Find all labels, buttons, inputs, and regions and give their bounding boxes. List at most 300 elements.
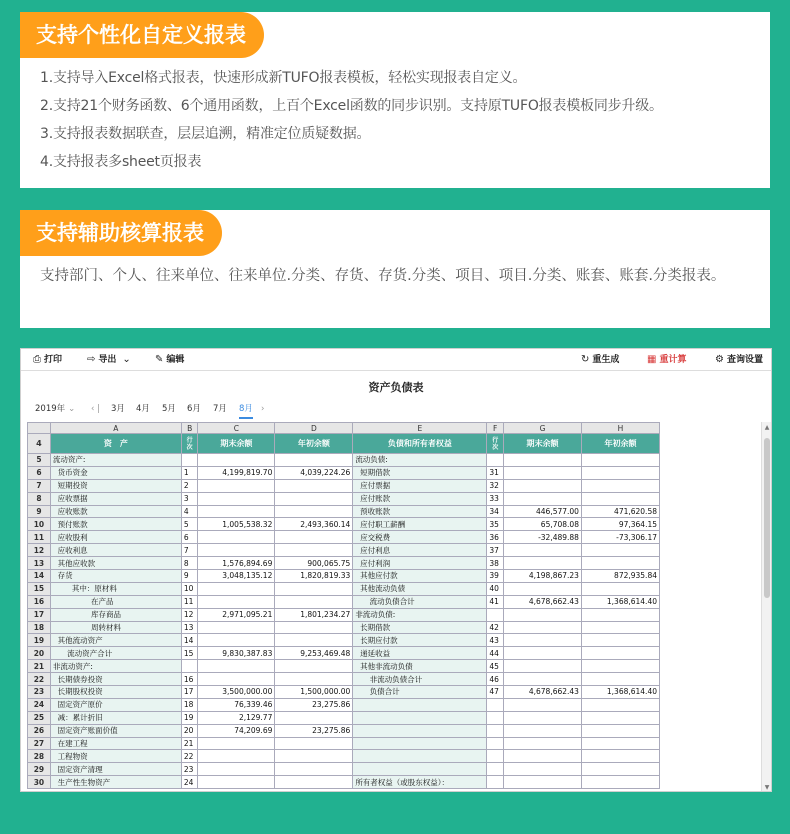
table-row: [28, 557, 660, 570]
feature-card-custom-report: [20, 12, 770, 188]
table-row: [28, 595, 660, 608]
table-cell[interactable]: 4,198,867.23: [504, 570, 582, 583]
row-number[interactable]: 25: [28, 711, 51, 724]
table-cell[interactable]: [275, 479, 353, 492]
table-cell[interactable]: [198, 505, 275, 518]
table-cell[interactable]: [581, 454, 659, 467]
table-cell[interactable]: 生产性生物资产: [50, 776, 181, 789]
row-number[interactable]: 13: [28, 557, 51, 570]
table-cell[interactable]: 9,830,387.83: [198, 647, 275, 660]
table-cell[interactable]: [504, 466, 582, 479]
table-cell[interactable]: 20: [181, 724, 198, 737]
scroll-down-icon[interactable]: ▼: [764, 784, 770, 791]
table-cell[interactable]: 1,368,614.40: [581, 595, 659, 608]
row-number[interactable]: 22: [28, 673, 51, 686]
column-header[interactable]: F: [487, 423, 504, 434]
table-cell[interactable]: [275, 454, 353, 467]
table-cell[interactable]: 其他非流动负债: [353, 660, 487, 673]
pencil-icon: ✎: [155, 354, 164, 365]
table-cell[interactable]: 应收票据: [50, 492, 181, 505]
header-cell[interactable]: 年初余额: [581, 434, 659, 454]
table-cell[interactable]: [487, 724, 504, 737]
table-cell[interactable]: 2,971,095.21: [198, 608, 275, 621]
table-cell[interactable]: [504, 621, 582, 634]
table-cell[interactable]: 16: [181, 673, 198, 686]
table-cell[interactable]: [198, 737, 275, 750]
table-cell[interactable]: 长期应付款: [353, 634, 487, 647]
table-cell[interactable]: [198, 660, 275, 673]
table-cell[interactable]: 库存商品: [50, 608, 181, 621]
table-cell[interactable]: [581, 698, 659, 711]
row-number[interactable]: 26: [28, 724, 51, 737]
table-cell[interactable]: [275, 634, 353, 647]
row-number[interactable]: 6: [28, 466, 51, 479]
table-cell[interactable]: 1: [181, 466, 198, 479]
table-cell[interactable]: [504, 750, 582, 763]
table-cell[interactable]: [504, 711, 582, 724]
table-cell[interactable]: 12: [181, 608, 198, 621]
table-cell[interactable]: [581, 608, 659, 621]
table-cell[interactable]: 2: [181, 479, 198, 492]
table-cell[interactable]: 周转材料: [50, 621, 181, 634]
table-cell[interactable]: 17: [181, 686, 198, 699]
table-cell[interactable]: [198, 673, 275, 686]
row-number[interactable]: 5: [28, 454, 51, 467]
table-cell[interactable]: 4,678,662.43: [504, 686, 582, 699]
column-header[interactable]: G: [504, 423, 582, 434]
table-cell[interactable]: [198, 776, 275, 789]
query-settings-button[interactable]: [715, 349, 763, 371]
table-cell[interactable]: [581, 750, 659, 763]
table-cell[interactable]: 6: [181, 531, 198, 544]
print-button[interactable]: [33, 349, 62, 371]
table-cell[interactable]: 短期投资: [50, 479, 181, 492]
table-cell[interactable]: [504, 544, 582, 557]
table-cell[interactable]: [487, 776, 504, 789]
table-cell[interactable]: 13: [181, 621, 198, 634]
edit-button[interactable]: [155, 349, 184, 371]
row-number[interactable]: 4: [28, 434, 51, 454]
table-cell[interactable]: [275, 531, 353, 544]
table-cell[interactable]: 长期借款: [353, 621, 487, 634]
year-select[interactable]: [35, 401, 75, 417]
header-cell[interactable]: 行次: [487, 434, 504, 454]
table-cell[interactable]: 41: [487, 595, 504, 608]
table-cell[interactable]: [581, 621, 659, 634]
scroll-up-icon[interactable]: ▲: [764, 424, 770, 431]
table-cell[interactable]: [198, 595, 275, 608]
table-cell[interactable]: [581, 479, 659, 492]
row-number[interactable]: 24: [28, 698, 51, 711]
table-cell[interactable]: 应收股利: [50, 531, 181, 544]
month-tab[interactable]: 4月: [136, 404, 150, 414]
table-cell[interactable]: 流动资产:: [50, 454, 181, 467]
scrollbar-thumb[interactable]: [764, 438, 770, 598]
table-cell[interactable]: -73,306.17: [581, 531, 659, 544]
row-number[interactable]: 12: [28, 544, 51, 557]
table-cell[interactable]: 流动负债:: [353, 454, 487, 467]
table-cell[interactable]: 在建工程: [50, 737, 181, 750]
table-cell[interactable]: [504, 776, 582, 789]
table-cell[interactable]: [275, 621, 353, 634]
vertical-scrollbar[interactable]: [761, 422, 771, 792]
table-cell[interactable]: 1,368,614.40: [581, 686, 659, 699]
corner-cell[interactable]: [28, 423, 51, 434]
table-cell[interactable]: 应付职工薪酬: [353, 518, 487, 531]
table-cell[interactable]: 其他流动资产: [50, 634, 181, 647]
table-cell[interactable]: [581, 763, 659, 776]
table-cell[interactable]: 预收账款: [353, 505, 487, 518]
chevron-down-icon: ⌄: [122, 354, 131, 365]
table-cell[interactable]: [487, 711, 504, 724]
table-cell[interactable]: [487, 737, 504, 750]
table-cell[interactable]: [581, 776, 659, 789]
edit-label: 编辑: [166, 355, 185, 365]
table-cell[interactable]: 负债合计: [353, 686, 487, 699]
table-cell[interactable]: [275, 660, 353, 673]
header-cell[interactable]: 资 产: [50, 434, 181, 454]
header-cell[interactable]: 行次: [181, 434, 198, 454]
table-cell[interactable]: [198, 582, 275, 595]
table-cell[interactable]: [487, 608, 504, 621]
month-tab[interactable]: 6月: [187, 404, 201, 414]
table-cell[interactable]: 31: [487, 466, 504, 479]
table-cell[interactable]: 4,678,662.43: [504, 595, 582, 608]
column-header[interactable]: H: [581, 423, 659, 434]
table-cell[interactable]: 10: [181, 582, 198, 595]
header-cell[interactable]: 期末余额: [198, 434, 275, 454]
table-cell[interactable]: 40: [487, 582, 504, 595]
table-cell[interactable]: 非流动负债:: [353, 608, 487, 621]
table-cell[interactable]: 15: [181, 647, 198, 660]
table-cell[interactable]: 1,801,234.27: [275, 608, 353, 621]
month-tab[interactable]: 5月: [162, 404, 176, 414]
table-cell[interactable]: 8: [181, 557, 198, 570]
table-cell[interactable]: [504, 647, 582, 660]
table-cell[interactable]: 应收利息: [50, 544, 181, 557]
table-cell[interactable]: 39: [487, 570, 504, 583]
table-cell[interactable]: 43: [487, 634, 504, 647]
table-cell[interactable]: 900,065.75: [275, 557, 353, 570]
table-cell[interactable]: [275, 750, 353, 763]
table-cell[interactable]: 其他流动负债: [353, 582, 487, 595]
table-cell[interactable]: [275, 582, 353, 595]
table-cell[interactable]: 14: [181, 634, 198, 647]
table-cell[interactable]: 23,275.86: [275, 724, 353, 737]
table-cell[interactable]: 446,577.00: [504, 505, 582, 518]
table-cell[interactable]: 44: [487, 647, 504, 660]
table-cell[interactable]: [353, 737, 487, 750]
table-cell[interactable]: 3,500,000.00: [198, 686, 275, 699]
header-cell[interactable]: 负债和所有者权益: [353, 434, 487, 454]
table-cell[interactable]: [504, 724, 582, 737]
table-cell[interactable]: 65,708.08: [504, 518, 582, 531]
table-cell[interactable]: [353, 763, 487, 776]
table-cell[interactable]: 长期股权投资: [50, 686, 181, 699]
table-cell[interactable]: [581, 634, 659, 647]
table-cell[interactable]: 减：累计折旧: [50, 711, 181, 724]
table-cell[interactable]: [581, 466, 659, 479]
table-cell[interactable]: 76,339.46: [198, 698, 275, 711]
month-tab[interactable]: 7月: [213, 404, 227, 414]
table-cell[interactable]: 递延收益: [353, 647, 487, 660]
table-cell[interactable]: 4: [181, 505, 198, 518]
table-row: [28, 492, 660, 505]
table-cell[interactable]: 2,493,360.14: [275, 518, 353, 531]
table-cell[interactable]: [198, 634, 275, 647]
table-cell[interactable]: 4,039,224.26: [275, 466, 353, 479]
column-header[interactable]: A: [50, 423, 181, 434]
table-cell[interactable]: [198, 531, 275, 544]
row-number[interactable]: 27: [28, 737, 51, 750]
table-cell[interactable]: [504, 698, 582, 711]
table-cell[interactable]: 21: [181, 737, 198, 750]
table-cell[interactable]: 7: [181, 544, 198, 557]
table-cell[interactable]: [181, 454, 198, 467]
table-cell[interactable]: [504, 454, 582, 467]
column-header[interactable]: C: [198, 423, 275, 434]
recalculate-button[interactable]: [647, 349, 686, 371]
table-cell[interactable]: 3,048,135.12: [198, 570, 275, 583]
table-cell[interactable]: [504, 608, 582, 621]
table-row: [28, 750, 660, 763]
row-number[interactable]: 9: [28, 505, 51, 518]
row-number[interactable]: 17: [28, 608, 51, 621]
table-cell[interactable]: -32,489.88: [504, 531, 582, 544]
feature-description: 支持部门、个人、往来单位、往来单位.分类、存货、存货.分类、项目、项目.分类、账套、账套.分类报表。: [40, 268, 726, 284]
table-cell[interactable]: 1,500,000.00: [275, 686, 353, 699]
recalculate-label: 重计算: [659, 355, 687, 365]
table-cell[interactable]: 9,253,469.48: [275, 647, 353, 660]
table-cell[interactable]: [581, 724, 659, 737]
table-cell[interactable]: 36: [487, 531, 504, 544]
table-cell[interactable]: 22: [181, 750, 198, 763]
spreadsheet-grid[interactable]: [27, 422, 660, 792]
table-cell[interactable]: 11: [181, 595, 198, 608]
row-number[interactable]: 20: [28, 647, 51, 660]
table-cell[interactable]: 存货: [50, 570, 181, 583]
table-cell[interactable]: 其他应付款: [353, 570, 487, 583]
table-cell[interactable]: 2,129.77: [198, 711, 275, 724]
table-cell[interactable]: 应付账款: [353, 492, 487, 505]
row-number[interactable]: 16: [28, 595, 51, 608]
table-cell[interactable]: [504, 634, 582, 647]
table-cell[interactable]: 流动资产合计: [50, 647, 181, 660]
table-cell[interactable]: 47: [487, 686, 504, 699]
separator-icon: |: [97, 404, 100, 414]
table-cell[interactable]: 其他应收款: [50, 557, 181, 570]
row-number[interactable]: 14: [28, 570, 51, 583]
table-cell[interactable]: 所有者权益（或股东权益）：: [353, 776, 487, 789]
table-cell[interactable]: 固定资产原价: [50, 698, 181, 711]
table-cell[interactable]: [581, 673, 659, 686]
table-row: [28, 698, 660, 711]
table-cell[interactable]: [275, 737, 353, 750]
table-cell[interactable]: [198, 621, 275, 634]
table-cell[interactable]: [504, 763, 582, 776]
header-cell[interactable]: 年初余额: [275, 434, 353, 454]
row-number[interactable]: 18: [28, 621, 51, 634]
table-cell[interactable]: [581, 557, 659, 570]
table-cell[interactable]: [504, 660, 582, 673]
table-cell[interactable]: [487, 698, 504, 711]
table-cell[interactable]: [198, 454, 275, 467]
row-number[interactable]: 11: [28, 531, 51, 544]
table-cell[interactable]: 固定资产账面价值: [50, 724, 181, 737]
table-cell[interactable]: 短期借款: [353, 466, 487, 479]
row-number[interactable]: 10: [28, 518, 51, 531]
table-cell[interactable]: [581, 647, 659, 660]
table-cell[interactable]: [198, 763, 275, 776]
month-tab-selected[interactable]: 8月: [239, 401, 253, 419]
table-cell[interactable]: 预付账款: [50, 518, 181, 531]
table-cell[interactable]: 5: [181, 518, 198, 531]
regenerate-label: 重生成: [592, 355, 620, 365]
table-cell[interactable]: [353, 750, 487, 763]
table-cell[interactable]: 74,209.69: [198, 724, 275, 737]
table-row: [28, 466, 660, 479]
table-cell[interactable]: 18: [181, 698, 198, 711]
table-cell[interactable]: [504, 492, 582, 505]
table-cell[interactable]: 34: [487, 505, 504, 518]
gear-icon: ⚙: [715, 354, 724, 365]
row-number[interactable]: 28: [28, 750, 51, 763]
table-cell[interactable]: 4,199,819.70: [198, 466, 275, 479]
feature-line: 3.支持报表数据联查，层层追溯，精准定位质疑数据。: [40, 126, 371, 142]
table-row: [28, 776, 660, 789]
table-cell[interactable]: 97,364.15: [581, 518, 659, 531]
table-cell[interactable]: [275, 492, 353, 505]
table-cell[interactable]: 其中：原材料: [50, 582, 181, 595]
table-cell[interactable]: 23: [181, 763, 198, 776]
table-cell[interactable]: [504, 479, 582, 492]
month-tab[interactable]: 3月: [111, 404, 125, 414]
table-cell[interactable]: [581, 737, 659, 750]
table-cell[interactable]: [198, 479, 275, 492]
table-cell[interactable]: 应交税费: [353, 531, 487, 544]
table-cell[interactable]: 1,820,819.33: [275, 570, 353, 583]
regenerate-button[interactable]: [581, 349, 619, 371]
table-cell[interactable]: [181, 660, 198, 673]
table-cell[interactable]: [581, 660, 659, 673]
table-row: [28, 763, 660, 776]
table-cell[interactable]: 38: [487, 557, 504, 570]
table-cell[interactable]: [275, 505, 353, 518]
table-cell[interactable]: 长期债券投资: [50, 673, 181, 686]
table-cell[interactable]: [504, 582, 582, 595]
table-cell[interactable]: [353, 698, 487, 711]
row-number[interactable]: 19: [28, 634, 51, 647]
table-cell[interactable]: [504, 737, 582, 750]
prev-arrow-icon[interactable]: ‹: [91, 404, 95, 414]
table-cell[interactable]: 471,620.58: [581, 505, 659, 518]
table-cell[interactable]: 应收账款: [50, 505, 181, 518]
row-number[interactable]: 30: [28, 776, 51, 789]
table-cell[interactable]: 19: [181, 711, 198, 724]
column-header[interactable]: D: [275, 423, 353, 434]
table-cell[interactable]: 流动负债合计: [353, 595, 487, 608]
row-number[interactable]: 21: [28, 660, 51, 673]
table-cell[interactable]: [275, 776, 353, 789]
table-cell[interactable]: [198, 544, 275, 557]
table-cell[interactable]: 1,576,894.69: [198, 557, 275, 570]
export-button[interactable]: [87, 349, 134, 371]
table-cell[interactable]: [198, 750, 275, 763]
table-cell[interactable]: [487, 750, 504, 763]
table-cell[interactable]: [353, 724, 487, 737]
row-number[interactable]: 7: [28, 479, 51, 492]
export-label: 导出: [98, 355, 117, 365]
table-row: [28, 686, 660, 699]
table-cell[interactable]: 工程物资: [50, 750, 181, 763]
table-cell[interactable]: [275, 595, 353, 608]
table-header-row: [28, 434, 660, 454]
column-header[interactable]: E: [353, 423, 487, 434]
table-cell[interactable]: [581, 544, 659, 557]
table-cell[interactable]: 37: [487, 544, 504, 557]
next-arrow-icon[interactable]: ›: [261, 404, 265, 414]
table-cell[interactable]: 23,275.86: [275, 698, 353, 711]
table-cell[interactable]: 应付利息: [353, 544, 487, 557]
table-row: [28, 647, 660, 660]
table-cell[interactable]: [581, 582, 659, 595]
column-header[interactable]: B: [181, 423, 198, 434]
table-cell[interactable]: 1,005,538.32: [198, 518, 275, 531]
table-cell[interactable]: 35: [487, 518, 504, 531]
year-label: 2019年: [35, 404, 66, 414]
table-cell[interactable]: 在产品: [50, 595, 181, 608]
table-cell[interactable]: [275, 544, 353, 557]
table-cell[interactable]: 货币资金: [50, 466, 181, 479]
table-cell[interactable]: [487, 763, 504, 776]
row-number[interactable]: 29: [28, 763, 51, 776]
table-cell[interactable]: [198, 492, 275, 505]
table-cell[interactable]: 非流动资产:: [50, 660, 181, 673]
table-cell[interactable]: 46: [487, 673, 504, 686]
table-cell[interactable]: [487, 454, 504, 467]
table-cell[interactable]: 872,935.84: [581, 570, 659, 583]
table-cell[interactable]: 非流动负债合计: [353, 673, 487, 686]
table-cell[interactable]: 应付票据: [353, 479, 487, 492]
table-row: [28, 518, 660, 531]
table-row: [28, 621, 660, 634]
table-cell[interactable]: 应付利润: [353, 557, 487, 570]
table-cell[interactable]: [581, 492, 659, 505]
table-cell[interactable]: 45: [487, 660, 504, 673]
table-cell[interactable]: [353, 711, 487, 724]
feature-card-aux-report: [20, 210, 770, 328]
table-cell[interactable]: [581, 711, 659, 724]
table-cell[interactable]: 3: [181, 492, 198, 505]
table-row: [28, 570, 660, 583]
table-cell[interactable]: 32: [487, 479, 504, 492]
table-cell[interactable]: [504, 673, 582, 686]
row-number[interactable]: 8: [28, 492, 51, 505]
table-cell[interactable]: 33: [487, 492, 504, 505]
row-number[interactable]: 15: [28, 582, 51, 595]
report-toolbar: [21, 349, 771, 371]
table-cell[interactable]: 42: [487, 621, 504, 634]
header-cell[interactable]: 期末余额: [504, 434, 582, 454]
table-cell[interactable]: 固定资产清理: [50, 763, 181, 776]
table-cell[interactable]: 9: [181, 570, 198, 583]
table-cell[interactable]: 24: [181, 776, 198, 789]
table-cell[interactable]: [275, 673, 353, 686]
table-cell[interactable]: [275, 763, 353, 776]
row-number[interactable]: 23: [28, 686, 51, 699]
table-cell[interactable]: [504, 557, 582, 570]
table-cell[interactable]: [275, 711, 353, 724]
